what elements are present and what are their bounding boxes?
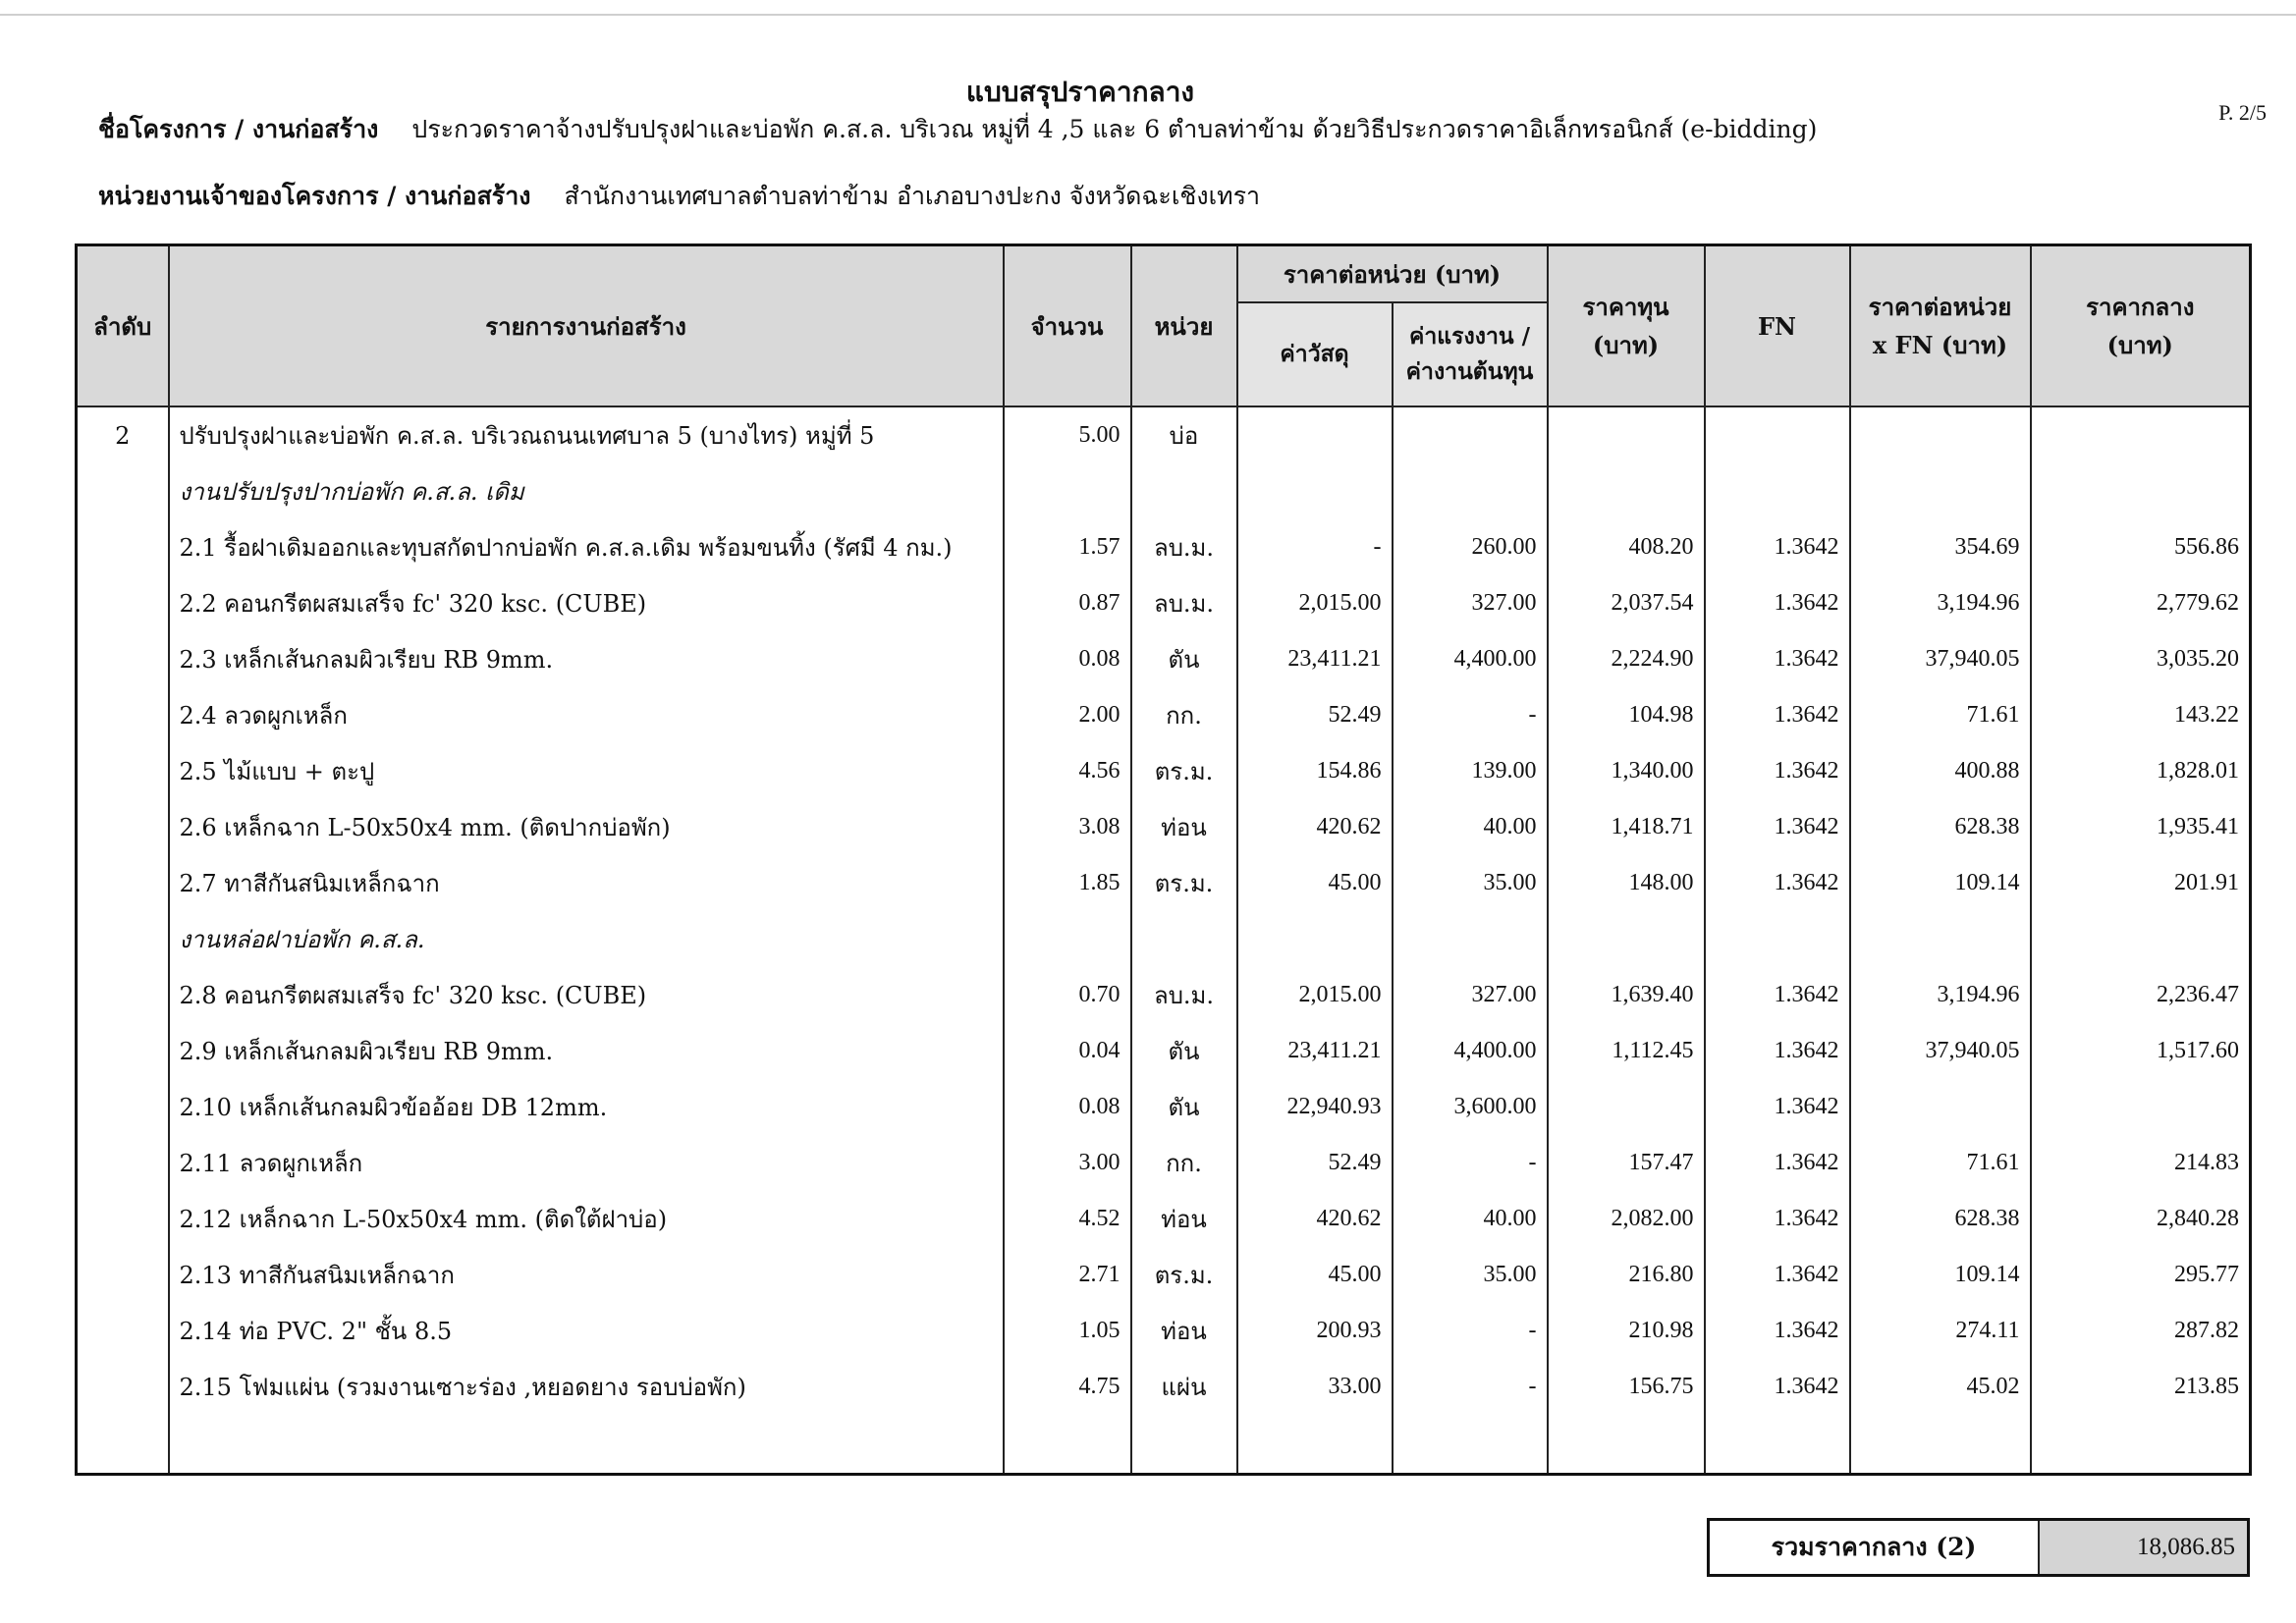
cell-median-price: 1,828.01 bbox=[2031, 743, 2251, 799]
cell-material-price bbox=[1237, 406, 1393, 463]
cell-unit-fn: 71.61 bbox=[1850, 1135, 2031, 1191]
header-cost-line1: ราคาทุน bbox=[1582, 293, 1669, 321]
cell-median-price: 1,517.60 bbox=[2031, 1023, 2251, 1079]
cell-unit-fn bbox=[1850, 1079, 2031, 1135]
cell-material-price: 52.49 bbox=[1237, 687, 1393, 743]
cell-fn: 1.3642 bbox=[1705, 967, 1850, 1023]
cell-unit: ตัน bbox=[1131, 631, 1237, 687]
cell-qty: 3.08 bbox=[1004, 799, 1131, 855]
cell-description: 2.9 เหล็กเส้นกลมผิวเรียบ RB 9mm. bbox=[169, 1023, 1004, 1079]
cell-unit-fn: 37,940.05 bbox=[1850, 631, 2031, 687]
owner-value: สำนักงานเทศบาลตำบลท่าข้าม อำเภอบางปะกง จังหวัดฉะเชิงเทรา bbox=[564, 182, 1261, 210]
cell-description: 2.13 ทาสีกันสนิมเหล็กฉาก bbox=[169, 1247, 1004, 1303]
cell-unit: กก. bbox=[1131, 687, 1237, 743]
cell-no bbox=[77, 1303, 169, 1359]
cell-median-price: 201.91 bbox=[2031, 855, 2251, 911]
cell-labor-price: 3,600.00 bbox=[1393, 1079, 1548, 1135]
cell-no bbox=[77, 967, 169, 1023]
cell-unit-fn bbox=[1850, 911, 2031, 967]
cell-unit: ตร.ม. bbox=[1131, 743, 1237, 799]
cell-description: 2.6 เหล็กฉาก L-50x50x4 mm. (ติดปากบ่อพัก) bbox=[169, 799, 1004, 855]
cell-description: 2.8 คอนกรีตผสมเสร็จ fc' 320 ksc. (CUBE) bbox=[169, 967, 1004, 1023]
cell-median-price bbox=[2031, 406, 2251, 463]
cell-cost: 148.00 bbox=[1548, 855, 1705, 911]
cell-fn: 1.3642 bbox=[1705, 631, 1850, 687]
cell-fn: 1.3642 bbox=[1705, 1303, 1850, 1359]
cell-no bbox=[77, 911, 169, 967]
cell-qty: 4.52 bbox=[1004, 1191, 1131, 1247]
cell-material-price: 420.62 bbox=[1237, 1191, 1393, 1247]
cell-unit-fn: 628.38 bbox=[1850, 1191, 2031, 1247]
table-row bbox=[77, 743, 2251, 799]
cell-description: 2.14 ท่อ PVC. 2" ชั้น 8.5 bbox=[169, 1303, 1004, 1359]
cell-unit: ลบ.ม. bbox=[1131, 967, 1237, 1023]
table-row bbox=[77, 1079, 2251, 1135]
cell-cost: 216.80 bbox=[1548, 1247, 1705, 1303]
cell-qty: 3.00 bbox=[1004, 1135, 1131, 1191]
cell-labor-price: 260.00 bbox=[1393, 519, 1548, 575]
cell-description: 2.10 เหล็กเส้นกลมผิวข้ออ้อย DB 12mm. bbox=[169, 1079, 1004, 1135]
table-filler-row bbox=[77, 1415, 2251, 1475]
cell-cost bbox=[1548, 406, 1705, 463]
table-row bbox=[77, 1247, 2251, 1303]
cell-description: 2.15 โฟมแผ่น (รวมงานเซาะร่อง ,หยอดยาง รอบบ่อพัก) bbox=[169, 1359, 1004, 1415]
cell-material-price bbox=[1237, 911, 1393, 967]
cell-unit: ลบ.ม. bbox=[1131, 575, 1237, 631]
cell-description: งานปรับปรุงปากบ่อพัก ค.ส.ล. เดิม bbox=[169, 463, 1004, 519]
price-summary-table bbox=[75, 243, 2252, 1476]
cell-qty: 0.08 bbox=[1004, 1079, 1131, 1135]
cell-median-price: 3,035.20 bbox=[2031, 631, 2251, 687]
table-row bbox=[77, 1191, 2251, 1247]
cell-labor-price: - bbox=[1393, 1303, 1548, 1359]
cell-cost: 104.98 bbox=[1548, 687, 1705, 743]
cell-fn: 1.3642 bbox=[1705, 1135, 1850, 1191]
cell-no bbox=[77, 1135, 169, 1191]
cell-labor-price: - bbox=[1393, 1359, 1548, 1415]
cell-unit-fn: 400.88 bbox=[1850, 743, 2031, 799]
cell-unit-fn bbox=[1850, 406, 2031, 463]
table-row bbox=[77, 631, 2251, 687]
cell-median-price: 143.22 bbox=[2031, 687, 2251, 743]
cell-unit-fn: 3,194.96 bbox=[1850, 967, 2031, 1023]
cell-material-price: 45.00 bbox=[1237, 855, 1393, 911]
cell-material-price: 33.00 bbox=[1237, 1359, 1393, 1415]
header-labor bbox=[1393, 302, 1548, 406]
table-row bbox=[77, 1023, 2251, 1079]
cell-cost: 2,037.54 bbox=[1548, 575, 1705, 631]
header-cost bbox=[1548, 245, 1705, 407]
cell-unit: ท่อน bbox=[1131, 799, 1237, 855]
cell-cost: 156.75 bbox=[1548, 1359, 1705, 1415]
cell-no bbox=[77, 463, 169, 519]
cell-unit: แผ่น bbox=[1131, 1359, 1237, 1415]
table-row bbox=[77, 406, 2251, 463]
cell-description: 2.2 คอนกรีตผสมเสร็จ fc' 320 ksc. (CUBE) bbox=[169, 575, 1004, 631]
cell-fn: 1.3642 bbox=[1705, 519, 1850, 575]
cell-unit: ลบ.ม. bbox=[1131, 519, 1237, 575]
cell-description: 2.7 ทาสีกันสนิมเหล็กฉาก bbox=[169, 855, 1004, 911]
header-no: ลำดับ bbox=[77, 245, 169, 407]
header-item: รายการงานก่อสร้าง bbox=[169, 245, 1004, 407]
cell-material-price: 2,015.00 bbox=[1237, 575, 1393, 631]
cell-description: 2.12 เหล็กฉาก L-50x50x4 mm. (ติดใต้ฝาบ่อ) bbox=[169, 1191, 1004, 1247]
table-row bbox=[77, 687, 2251, 743]
cell-no bbox=[77, 1359, 169, 1415]
cell-median-price bbox=[2031, 911, 2251, 967]
cell-fn: 1.3642 bbox=[1705, 1191, 1850, 1247]
cell-fn: 1.3642 bbox=[1705, 855, 1850, 911]
cell-fn: 1.3642 bbox=[1705, 1023, 1850, 1079]
cell-labor-price bbox=[1393, 406, 1548, 463]
cell-fn: 1.3642 bbox=[1705, 687, 1850, 743]
owner-line bbox=[98, 177, 1260, 216]
cell-labor-price: 35.00 bbox=[1393, 855, 1548, 911]
cell-median-price bbox=[2031, 463, 2251, 519]
cell-cost: 2,082.00 bbox=[1548, 1191, 1705, 1247]
table-row bbox=[77, 855, 2251, 911]
cell-no bbox=[77, 631, 169, 687]
header-fn: FN bbox=[1705, 245, 1850, 407]
cell-description: ปรับปรุงฝาและบ่อพัก ค.ส.ล. บริเวณถนนเทศบาล 5 (บางไทร) หมู่ที่ 5 bbox=[169, 406, 1004, 463]
cell-labor-price bbox=[1393, 911, 1548, 967]
table-row bbox=[77, 911, 2251, 967]
table-row bbox=[77, 575, 2251, 631]
cell-labor-price: 4,400.00 bbox=[1393, 1023, 1548, 1079]
cell-no bbox=[77, 799, 169, 855]
cell-description: 2.5 ไม้แบบ + ตะปู bbox=[169, 743, 1004, 799]
cell-cost: 1,340.00 bbox=[1548, 743, 1705, 799]
cell-unit: ท่อน bbox=[1131, 1191, 1237, 1247]
cell-material-price bbox=[1237, 463, 1393, 519]
cell-no bbox=[77, 743, 169, 799]
cell-qty: 0.08 bbox=[1004, 631, 1131, 687]
cell-median-price: 287.82 bbox=[2031, 1303, 2251, 1359]
cell-cost: 2,224.90 bbox=[1548, 631, 1705, 687]
cell-median-price: 2,236.47 bbox=[2031, 967, 2251, 1023]
project-value: ประกวดราคาจ้างปรับปรุงฝาและบ่อพัก ค.ส.ล. บริเวณ หมู่ที่ 4 ,5 และ 6 ตำบลท่าข้าม ด้วยวิธีประกวดราคาอิเล็กทรอนิกส์ (e-bidding) bbox=[411, 115, 1818, 143]
cell-labor-price: 40.00 bbox=[1393, 799, 1548, 855]
owner-label: หน่วยงานเจ้าของโครงการ / งานก่อสร้าง bbox=[98, 182, 531, 210]
cell-no bbox=[77, 1023, 169, 1079]
document-title: แบบสรุปราคากลาง bbox=[965, 76, 1195, 108]
header-cost-line2: (บาท) bbox=[1592, 331, 1660, 359]
cell-material-price: 22,940.93 bbox=[1237, 1079, 1393, 1135]
cell-unit: ตร.ม. bbox=[1131, 855, 1237, 911]
cell-unit bbox=[1131, 911, 1237, 967]
cell-unit-fn: 274.11 bbox=[1850, 1303, 2031, 1359]
project-line bbox=[98, 110, 1817, 149]
cell-unit: ตร.ม. bbox=[1131, 1247, 1237, 1303]
cell-labor-price: - bbox=[1393, 687, 1548, 743]
table-body bbox=[77, 406, 2251, 1475]
page-number: P. 2/5 bbox=[2218, 100, 2267, 125]
header-unit-price: ราคาต่อหน่วย (บาท) bbox=[1237, 245, 1548, 303]
cell-median-price: 214.83 bbox=[2031, 1135, 2251, 1191]
cell-cost bbox=[1548, 463, 1705, 519]
cell-material-price: - bbox=[1237, 519, 1393, 575]
cell-material-price: 420.62 bbox=[1237, 799, 1393, 855]
cell-fn: 1.3642 bbox=[1705, 1247, 1850, 1303]
cell-labor-price: 35.00 bbox=[1393, 1247, 1548, 1303]
cell-material-price: 52.49 bbox=[1237, 1135, 1393, 1191]
header-qty: จำนวน bbox=[1004, 245, 1131, 407]
cell-cost bbox=[1548, 911, 1705, 967]
header-unit: หน่วย bbox=[1131, 245, 1237, 407]
header-median-price bbox=[2031, 245, 2251, 407]
cell-cost bbox=[1548, 1079, 1705, 1135]
cell-material-price: 23,411.21 bbox=[1237, 1023, 1393, 1079]
cell-cost: 210.98 bbox=[1548, 1303, 1705, 1359]
cell-median-price: 556.86 bbox=[2031, 519, 2251, 575]
cell-fn bbox=[1705, 463, 1850, 519]
header-material: ค่าวัสดุ bbox=[1237, 302, 1393, 406]
cell-material-price: 45.00 bbox=[1237, 1247, 1393, 1303]
cell-fn: 1.3642 bbox=[1705, 799, 1850, 855]
cell-qty: 0.04 bbox=[1004, 1023, 1131, 1079]
cell-fn: 1.3642 bbox=[1705, 743, 1850, 799]
cell-unit bbox=[1131, 463, 1237, 519]
cell-qty: 1.57 bbox=[1004, 519, 1131, 575]
cell-median-price: 213.85 bbox=[2031, 1359, 2251, 1415]
cell-labor-price: 327.00 bbox=[1393, 575, 1548, 631]
cell-unit: ตัน bbox=[1131, 1023, 1237, 1079]
cell-unit: ท่อน bbox=[1131, 1303, 1237, 1359]
cell-qty: 0.70 bbox=[1004, 967, 1131, 1023]
cell-cost: 1,418.71 bbox=[1548, 799, 1705, 855]
cell-median-price: 1,935.41 bbox=[2031, 799, 2251, 855]
cell-qty bbox=[1004, 911, 1131, 967]
header-unit-fn-line2: x FN (บาท) bbox=[1872, 331, 2008, 359]
table-row bbox=[77, 1359, 2251, 1415]
cell-cost: 1,639.40 bbox=[1548, 967, 1705, 1023]
cell-unit: ตัน bbox=[1131, 1079, 1237, 1135]
cell-description: 2.3 เหล็กเส้นกลมผิวเรียบ RB 9mm. bbox=[169, 631, 1004, 687]
cell-description: 2.4 ลวดผูกเหล็ก bbox=[169, 687, 1004, 743]
cell-unit-fn: 71.61 bbox=[1850, 687, 2031, 743]
cell-unit-fn: 354.69 bbox=[1850, 519, 2031, 575]
cell-qty: 2.00 bbox=[1004, 687, 1131, 743]
cell-qty: 1.05 bbox=[1004, 1303, 1131, 1359]
cell-unit-fn: 109.14 bbox=[1850, 855, 2031, 911]
cell-unit: กก. bbox=[1131, 1135, 1237, 1191]
table-row bbox=[77, 1135, 2251, 1191]
cell-cost: 408.20 bbox=[1548, 519, 1705, 575]
cell-fn bbox=[1705, 911, 1850, 967]
cell-material-price: 2,015.00 bbox=[1237, 967, 1393, 1023]
table-row bbox=[77, 799, 2251, 855]
table-row bbox=[77, 463, 2251, 519]
cell-qty: 2.71 bbox=[1004, 1247, 1131, 1303]
header-median-line1: ราคากลาง bbox=[2086, 293, 2195, 321]
cell-qty: 5.00 bbox=[1004, 406, 1131, 463]
cell-qty: 4.56 bbox=[1004, 743, 1131, 799]
header-unit-fn bbox=[1850, 245, 2031, 407]
table-row bbox=[77, 1303, 2251, 1359]
cell-no bbox=[77, 575, 169, 631]
cell-unit-fn bbox=[1850, 463, 2031, 519]
cell-labor-price bbox=[1393, 463, 1548, 519]
cell-median-price: 2,840.28 bbox=[2031, 1191, 2251, 1247]
cell-qty: 0.87 bbox=[1004, 575, 1131, 631]
cell-cost: 157.47 bbox=[1548, 1135, 1705, 1191]
cell-no: 2 bbox=[77, 406, 169, 463]
cell-material-price: 23,411.21 bbox=[1237, 631, 1393, 687]
cell-labor-price: 4,400.00 bbox=[1393, 631, 1548, 687]
header-labor-line1: ค่าแรงงาน / bbox=[1409, 323, 1530, 350]
cell-cost: 1,112.45 bbox=[1548, 1023, 1705, 1079]
cell-unit-fn: 37,940.05 bbox=[1850, 1023, 2031, 1079]
cell-fn: 1.3642 bbox=[1705, 575, 1850, 631]
header-labor-line2: ค่างานต้นทุน bbox=[1405, 358, 1534, 385]
cell-labor-price: 327.00 bbox=[1393, 967, 1548, 1023]
cell-median-price: 295.77 bbox=[2031, 1247, 2251, 1303]
cell-median-price bbox=[2031, 1079, 2251, 1135]
cell-median-price: 2,779.62 bbox=[2031, 575, 2251, 631]
total-value: 18,086.85 bbox=[2040, 1521, 2247, 1574]
cell-material-price: 154.86 bbox=[1237, 743, 1393, 799]
cell-fn: 1.3642 bbox=[1705, 1079, 1850, 1135]
cell-material-price: 200.93 bbox=[1237, 1303, 1393, 1359]
cell-fn: 1.3642 bbox=[1705, 1359, 1850, 1415]
project-label: ชื่อโครงการ / งานก่อสร้าง bbox=[98, 115, 379, 143]
cell-fn bbox=[1705, 406, 1850, 463]
cell-description: งานหล่อฝาบ่อพัก ค.ส.ล. bbox=[169, 911, 1004, 967]
cell-qty: 4.75 bbox=[1004, 1359, 1131, 1415]
total-box bbox=[1707, 1518, 2250, 1577]
cell-unit: บ่อ bbox=[1131, 406, 1237, 463]
scan-top-edge bbox=[0, 14, 2296, 16]
cell-no bbox=[77, 687, 169, 743]
cell-description: 2.11 ลวดผูกเหล็ก bbox=[169, 1135, 1004, 1191]
table-row bbox=[77, 519, 2251, 575]
cell-no bbox=[77, 1247, 169, 1303]
cell-unit-fn: 628.38 bbox=[1850, 799, 2031, 855]
cell-labor-price: 139.00 bbox=[1393, 743, 1548, 799]
cell-no bbox=[77, 1079, 169, 1135]
total-label: รวมราคากลาง (2) bbox=[1710, 1521, 2040, 1574]
cell-description: 2.1 รื้อฝาเดิมออกและทุบสกัดปากบ่อพัก ค.ส.ล.เดิม พร้อมขนทิ้ง (รัศมี 4 กม.) bbox=[169, 519, 1004, 575]
cell-labor-price: 40.00 bbox=[1393, 1191, 1548, 1247]
cell-unit-fn: 45.02 bbox=[1850, 1359, 2031, 1415]
cell-unit-fn: 109.14 bbox=[1850, 1247, 2031, 1303]
cell-unit-fn: 3,194.96 bbox=[1850, 575, 2031, 631]
cell-no bbox=[77, 519, 169, 575]
header-unit-fn-line1: ราคาต่อหน่วย bbox=[1868, 293, 2012, 321]
cell-labor-price: - bbox=[1393, 1135, 1548, 1191]
table-row bbox=[77, 967, 2251, 1023]
header-median-line2: (บาท) bbox=[2106, 331, 2173, 359]
cell-no bbox=[77, 1191, 169, 1247]
cell-qty bbox=[1004, 463, 1131, 519]
cell-no bbox=[77, 855, 169, 911]
cell-qty: 1.85 bbox=[1004, 855, 1131, 911]
